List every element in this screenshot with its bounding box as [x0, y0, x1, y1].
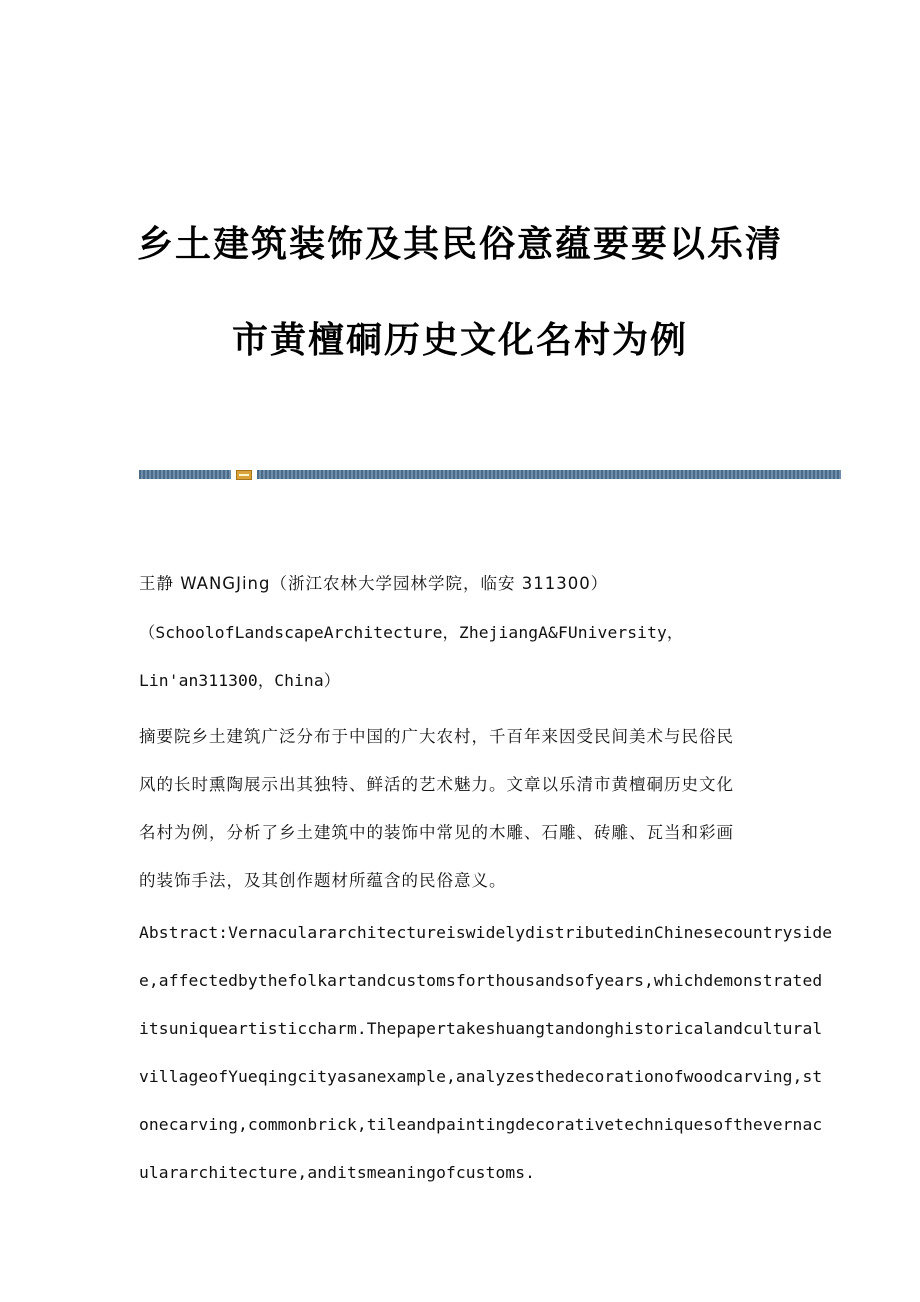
abstract-en-line: e,affectedbythefolkartandcustomsforthousandsofyears,whichdemonstrated — [139, 971, 823, 990]
author-line: 王静 WANGJing（浙江农林大学园林学院，临安 311300） — [139, 574, 609, 593]
abstract-en-line: ulararchitecture,anditsmeaningofcustoms. — [139, 1163, 536, 1182]
abstract-cn-line: 风的长时熏陶展示出其独特、鲜活的艺术魅力。文章以乐清市黄檀硐历史文化 — [139, 775, 734, 794]
divider-bar-right — [257, 470, 841, 479]
divider-bar-left — [139, 470, 231, 479]
paper-title-line-1: 乡土建筑装饰及其民俗意蕴要要以乐清 — [136, 224, 783, 265]
abstract-en-line: itsuniqueartisticcharm.Thepapertakeshuangtandonghistoricalandcultural — [139, 1019, 823, 1038]
affiliation-line: Lin'an311300，China） — [139, 671, 341, 690]
abstract-en-line: villageofYueqingcityasanexample,analyzesthedecorationofwoodcarving,st — [139, 1067, 823, 1086]
abstract-cn-line: 名村为例，分析了乡土建筑中的装饰中常见的木雕、石雕、砖雕、瓦当和彩画 — [139, 823, 734, 842]
divider-ornament-icon — [236, 470, 252, 480]
affiliation-line: （SchoolofLandscapeArchitecture，ZhejiangA&FUniversity， — [139, 623, 684, 642]
abstract-en-line: onecarving,commonbrick,tileandpaintingdecorativetechniquesofthevernac — [139, 1115, 823, 1134]
abstract-cn-line: 的装饰手法，及其创作题材所蕴含的民俗意义。 — [139, 871, 507, 890]
abstract-en-line: Abstract:VernaculararchitectureiswidelydistributedinChinesecountryside — [139, 923, 833, 942]
paper-title-line-2: 市黄檀硐历史文化名村为例 — [231, 320, 688, 361]
abstract-cn-line: 摘要院乡土建筑广泛分布于中国的广大农村，千百年来因受民间美术与民俗民 — [139, 727, 734, 746]
